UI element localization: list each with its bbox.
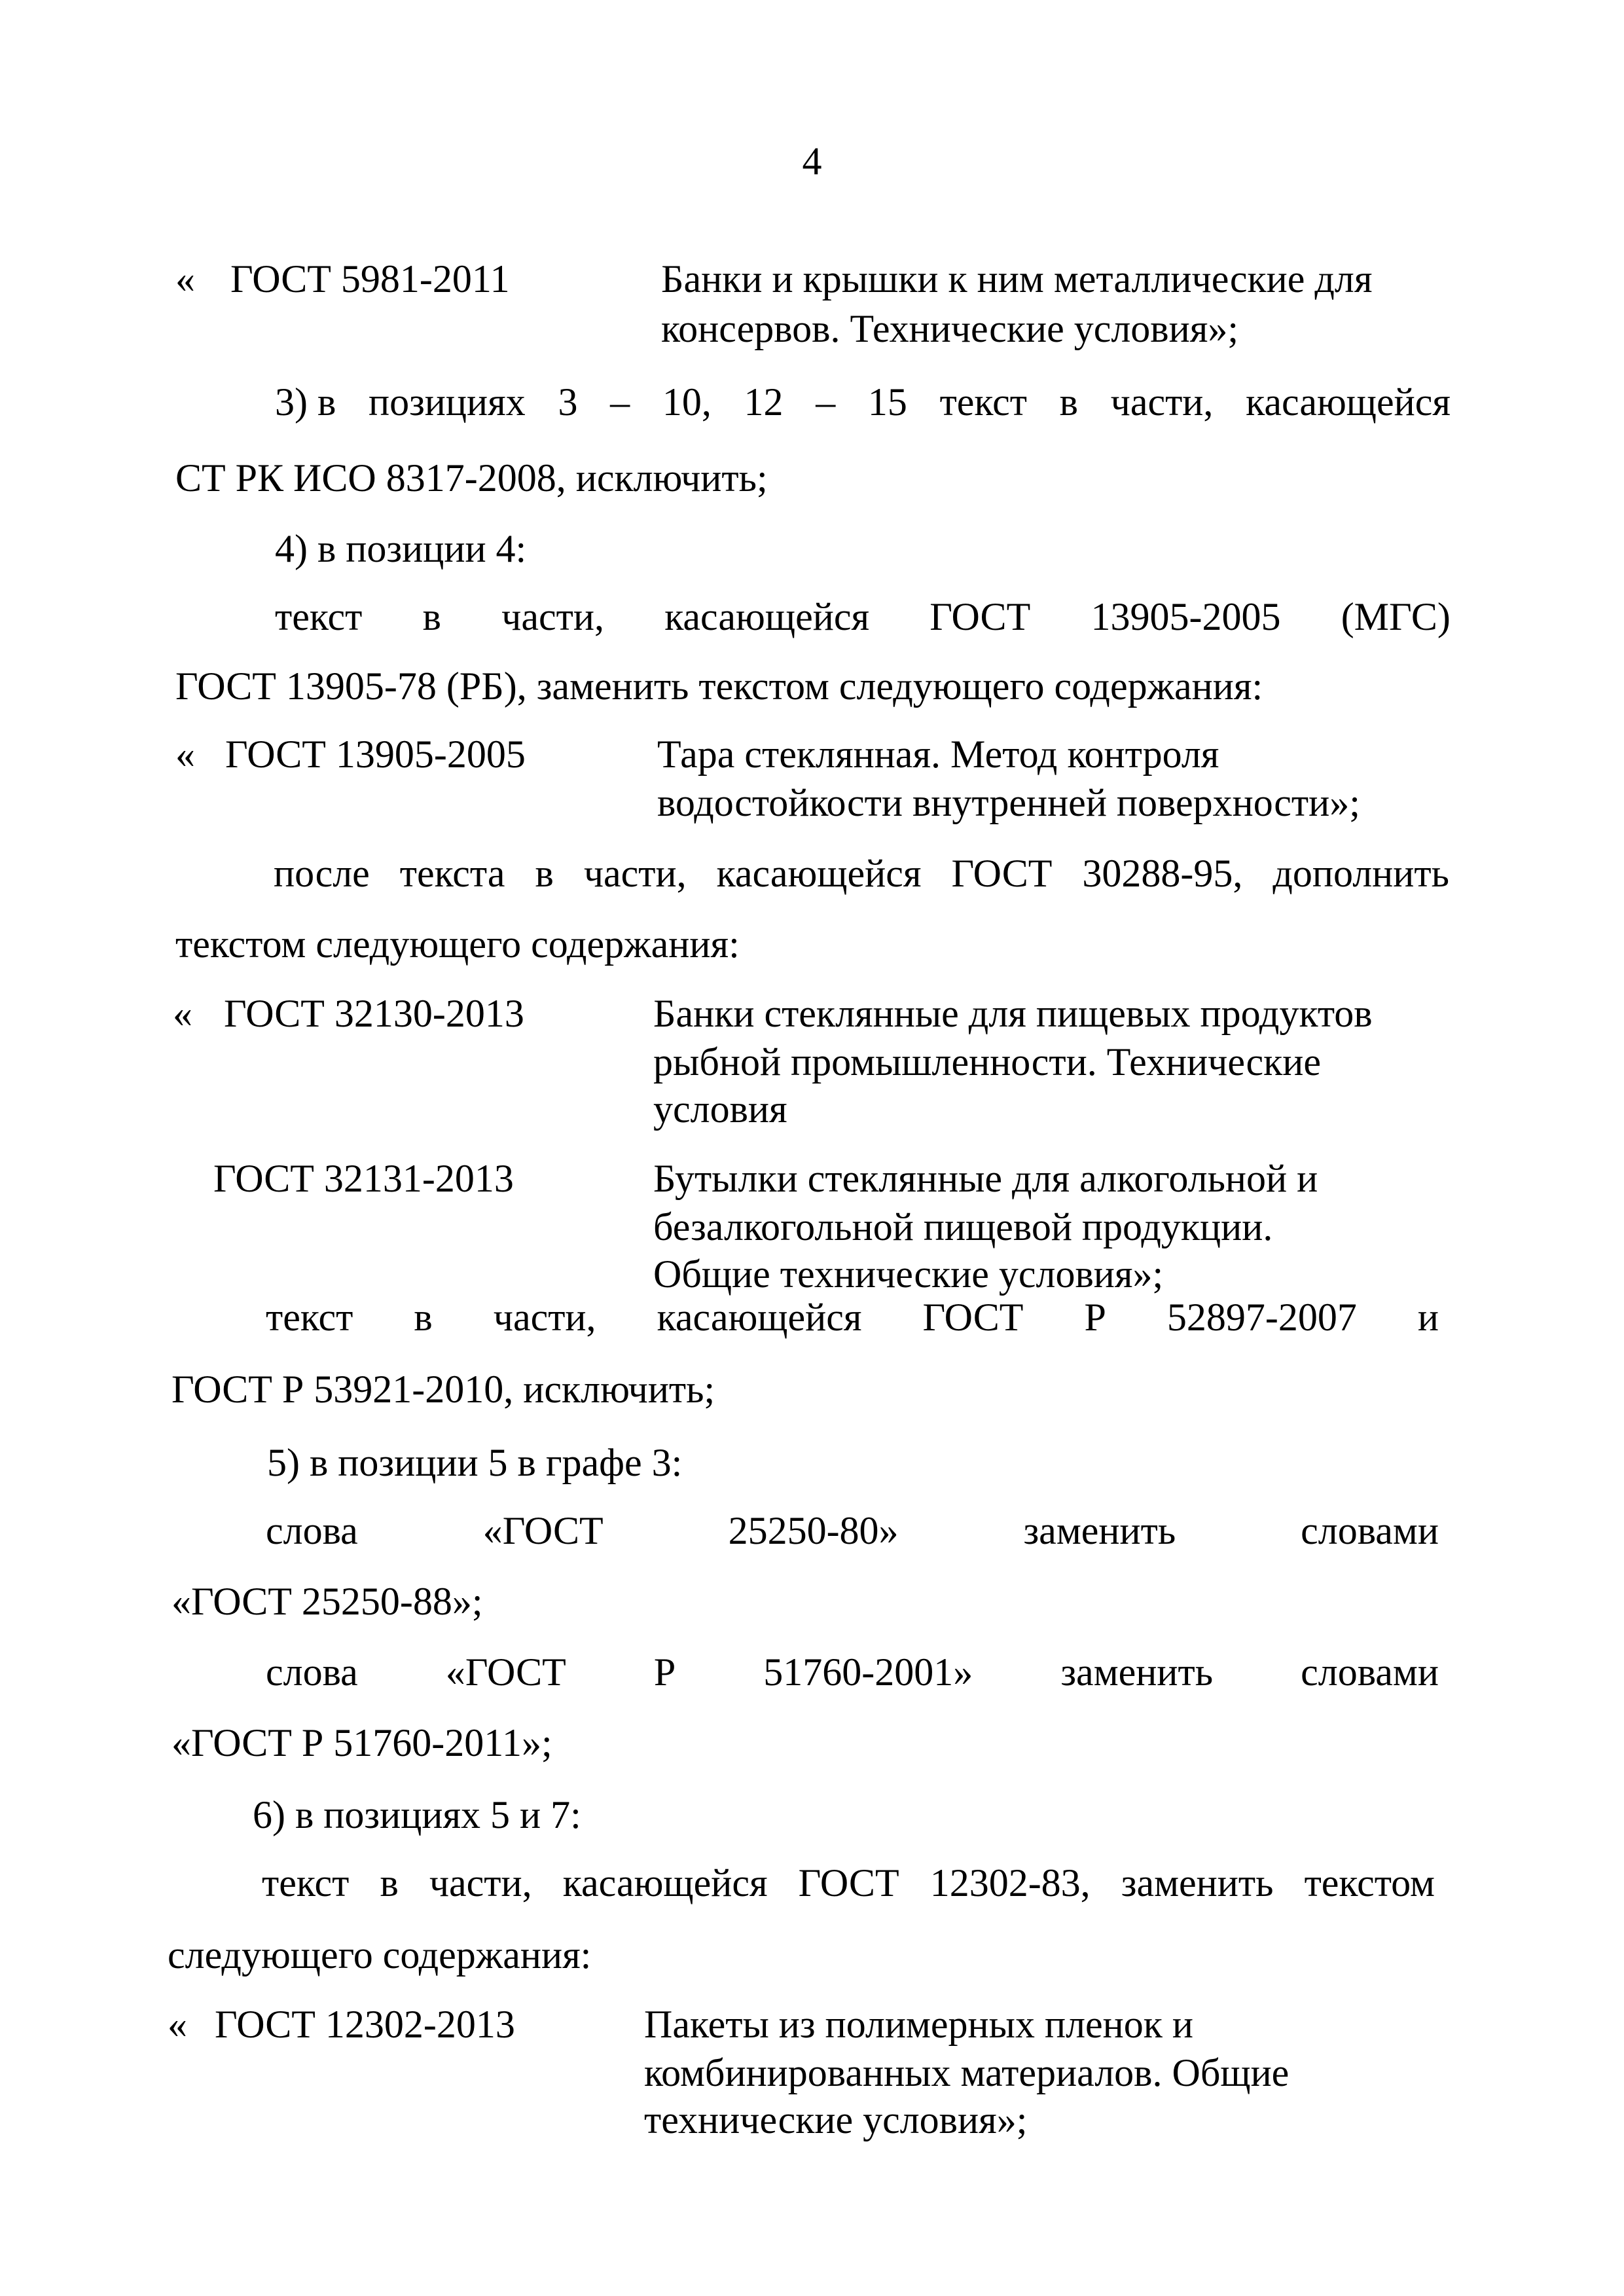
standard-title-line: рыбной промышленности. Технические — [653, 1040, 1321, 1084]
paragraph-line: «ГОСТ 25250-88»; — [171, 1580, 483, 1623]
open-quote: « — [173, 992, 192, 1035]
standard-code: ГОСТ 5981-2011 — [230, 257, 510, 301]
open-quote: « — [175, 257, 195, 301]
paragraph-line: текст в части, касающейся ГОСТ 13905-2005 (МГС) — [275, 595, 1451, 638]
standard-title-line: Банки стеклянные для пищевых продуктов — [653, 992, 1373, 1035]
standard-title-line: комбинированных материалов. Общие — [644, 2051, 1290, 2094]
standard-title-line: Банки и крышки к ним металлические для — [661, 257, 1373, 301]
open-quote: « — [175, 733, 195, 776]
paragraph-line: текст в части, касающейся ГОСТ 12302-83, заменить текстом — [262, 1861, 1435, 1904]
standard-code: ГОСТ 12302-2013 — [215, 2003, 515, 2046]
paragraph-line: после текста в части, касающейся ГОСТ 30288-95, дополнить — [274, 852, 1449, 895]
standard-title-line: консервов. Технические условия»; — [661, 307, 1238, 350]
paragraph-line: слова «ГОСТ 25250-80» заменить словами — [266, 1509, 1439, 1552]
paragraph-line: ГОСТ Р 53921-2010, исключить; — [171, 1368, 715, 1411]
standard-title-line: условия — [653, 1087, 787, 1131]
paragraph-line: СТ РК ИСО 8317-2008, исключить; — [175, 456, 768, 500]
paragraph-line: текст в части, касающейся ГОСТ Р 52897-2007 и — [266, 1296, 1439, 1339]
paragraph-line: «ГОСТ Р 51760-2011»; — [171, 1721, 552, 1764]
standard-code: ГОСТ 32130-2013 — [224, 992, 524, 1035]
standard-code: ГОСТ 32131-2013 — [213, 1157, 514, 1200]
paragraph-line: ГОСТ 13905-78 (РБ), заменить текстом следующего содержания: — [175, 665, 1263, 708]
standard-title-line: технические условия»; — [644, 2098, 1028, 2141]
item-heading: 5) в позиции 5 в графе 3: — [267, 1441, 683, 1484]
paragraph-line: слова «ГОСТ Р 51760-2001» заменить словами — [266, 1650, 1439, 1694]
standard-title-line: Общие технические условия»; — [653, 1252, 1164, 1296]
open-quote: « — [168, 2003, 187, 2046]
paragraph-line: следующего содержания: — [168, 1933, 592, 1977]
standard-title-line: Пакеты из полимерных пленок и — [644, 2003, 1194, 2046]
item-heading: 6) в позициях 5 и 7: — [253, 1793, 581, 1836]
paragraph-line: 3) в позициях 3 – 10, 12 – 15 текст в части, касающейся — [275, 380, 1451, 424]
page-number: 4 — [802, 139, 822, 183]
standard-title-line: Тара стеклянная. Метод контроля — [657, 733, 1219, 776]
item-heading: 4) в позиции 4: — [275, 527, 527, 570]
standard-title-line: водостойкости внутренней поверхности»; — [657, 781, 1360, 824]
standard-title-line: безалкогольной пищевой продукции. — [653, 1205, 1273, 1248]
standard-title-line: Бутылки стеклянные для алкогольной и — [653, 1157, 1318, 1200]
paragraph-line: текстом следующего содержания: — [175, 922, 740, 966]
standard-code: ГОСТ 13905-2005 — [225, 733, 526, 776]
